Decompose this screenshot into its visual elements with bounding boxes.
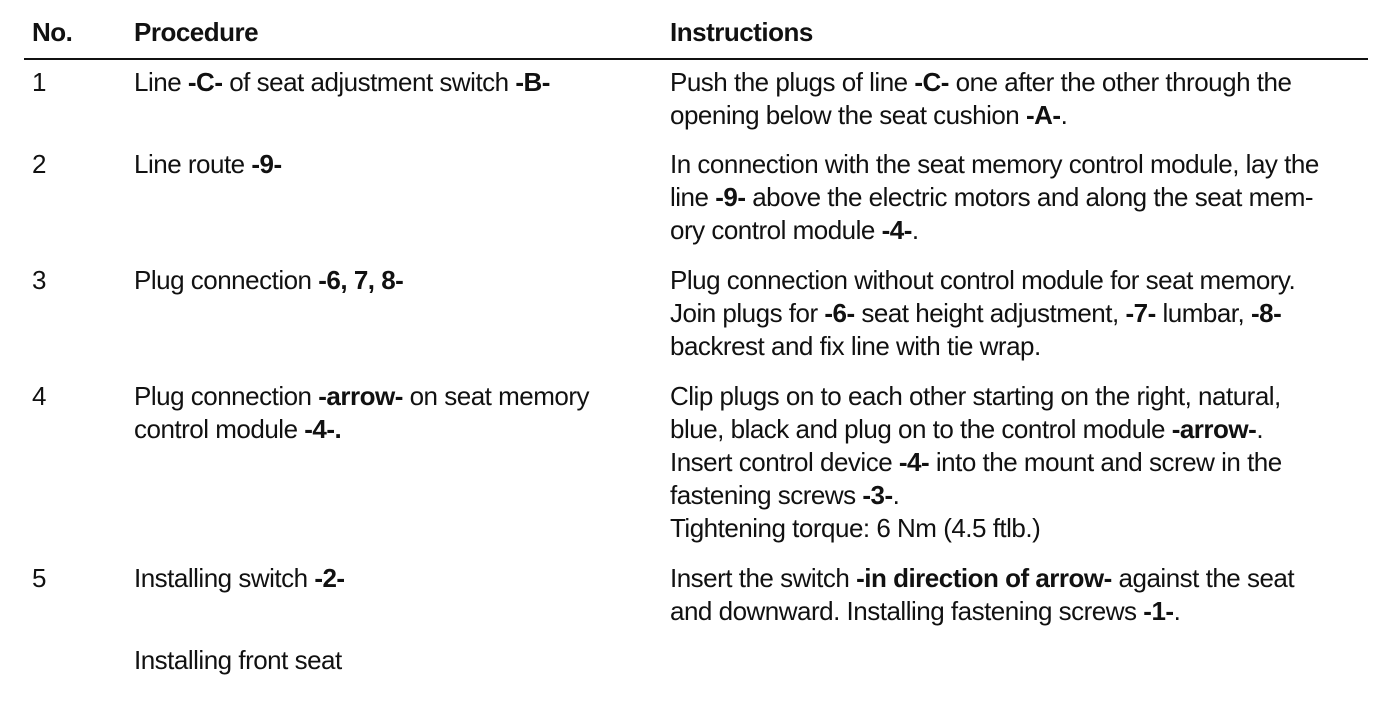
- reference-label: -C-: [914, 67, 949, 97]
- instructions-cell: [670, 562, 1294, 628]
- text-segment: Join plugs for: [670, 298, 825, 328]
- text-segment: seat height adjustment,: [854, 298, 1126, 328]
- text-segment: of seat adjustment switch: [222, 67, 516, 97]
- reference-label: -4-: [881, 215, 912, 245]
- row-number: 3: [32, 265, 46, 295]
- text-segment: Plug connection: [134, 381, 319, 411]
- reference-label: -C-: [187, 67, 223, 97]
- row-number: 1: [32, 67, 46, 97]
- text-segment: backrest and fix line with tie wrap.: [670, 331, 1041, 361]
- procedure-line: [134, 148, 282, 181]
- instructions-line: [670, 479, 1282, 512]
- procedure-cell: [134, 264, 403, 297]
- reference-label: -A-: [1026, 100, 1061, 130]
- procedure-line: [134, 413, 589, 446]
- text-segment: .: [911, 215, 919, 245]
- instructions-line: [670, 181, 1319, 214]
- text-segment: Clip plugs on to each other starting on the right, natural,: [670, 381, 1281, 411]
- reference-label: -6, 7, 8-: [318, 265, 404, 295]
- row-number: 5: [32, 563, 46, 593]
- text-segment: one after the other through the: [948, 67, 1292, 97]
- reference-label: -2-: [314, 563, 345, 593]
- text-segment: Line: [134, 67, 188, 97]
- instructions-line: [670, 148, 1319, 181]
- instructions-line: [670, 330, 1295, 363]
- text-segment: line: [670, 182, 716, 212]
- instructions-cell: [670, 264, 1295, 363]
- reference-label: -B-: [515, 67, 550, 97]
- text-segment: on seat memory: [402, 381, 590, 411]
- text-segment: fastening screws: [670, 480, 863, 510]
- text-segment: Plug connection: [134, 265, 319, 295]
- text-segment: into the mount and screw in the: [929, 447, 1282, 477]
- text-segment: Insert the switch: [670, 563, 857, 593]
- procedure-cell: [134, 380, 589, 446]
- reference-label: -9-: [251, 149, 282, 179]
- header-divider: [24, 58, 1368, 60]
- row-number: 4: [32, 381, 46, 411]
- instructions-line: [670, 512, 1282, 545]
- text-segment: Plug connection without control module for seat memory.: [670, 265, 1296, 295]
- reference-label: -4-: [898, 447, 930, 477]
- reference-label: -in direction of arrow-: [856, 563, 1112, 593]
- text-segment: lumbar,: [1155, 298, 1251, 328]
- instructions-line: [670, 595, 1294, 628]
- reference-label: -8-: [1250, 298, 1282, 328]
- text-segment: .: [1173, 596, 1181, 626]
- text-segment: against the seat: [1111, 563, 1295, 593]
- text-segment: opening below the seat cushion: [670, 100, 1026, 130]
- instructions-cell: [670, 148, 1319, 247]
- text-segment: .: [1060, 100, 1068, 130]
- text-segment: Push the plugs of line: [670, 67, 915, 97]
- instructions-cell: [670, 66, 1291, 132]
- text-segment: Installing front seat: [134, 645, 342, 675]
- reference-label: -3-: [862, 480, 893, 510]
- instructions-line: [670, 264, 1295, 297]
- procedure-line: [134, 562, 345, 595]
- procedure-cell: [134, 644, 342, 677]
- text-segment: Installing switch: [134, 563, 315, 593]
- procedure-cell: [134, 66, 550, 99]
- text-segment: Line route: [134, 149, 252, 179]
- text-segment: control module: [134, 414, 305, 444]
- row-number: 2: [32, 149, 46, 179]
- instructions-line: [670, 214, 1319, 247]
- procedure-line: [134, 380, 589, 413]
- text-segment: .: [1256, 414, 1264, 444]
- instructions-line: [670, 413, 1282, 446]
- reference-label: -4-.: [304, 414, 342, 444]
- procedure-line: [134, 644, 342, 677]
- instructions-line: [670, 380, 1282, 413]
- instructions-line: [670, 66, 1291, 99]
- text-segment: In connection with the seat memory control module, lay the: [670, 149, 1319, 179]
- header-no: No.: [32, 17, 73, 47]
- procedure-line: [134, 66, 550, 99]
- header-procedure: Procedure: [134, 17, 259, 47]
- text-segment: .: [892, 480, 900, 510]
- instructions-line: [670, 99, 1291, 132]
- reference-label: -arrow-: [318, 381, 403, 411]
- procedure-cell: [134, 148, 282, 181]
- text-segment: blue, black and plug on to the control module: [670, 414, 1172, 444]
- text-segment: ory control module: [670, 215, 882, 245]
- instructions-line: [670, 562, 1294, 595]
- text-segment: above the electric motors and along the seat mem-: [745, 182, 1314, 212]
- reference-label: -9-: [715, 182, 746, 212]
- instructions-line: [670, 297, 1295, 330]
- text-segment: Tightening torque: 6 Nm (4.5 ftlb.): [670, 513, 1041, 543]
- header-instructions: Instructions: [670, 17, 813, 47]
- procedure-cell: [134, 562, 345, 595]
- reference-label: -6-: [824, 298, 855, 328]
- instructions-line: [670, 446, 1282, 479]
- reference-label: -1-: [1143, 596, 1174, 626]
- procedure-line: [134, 264, 403, 297]
- reference-label: -7-: [1125, 298, 1156, 328]
- instructions-cell: [670, 380, 1282, 545]
- reference-label: -arrow-: [1171, 414, 1257, 444]
- text-segment: and downward. Installing fastening screws: [670, 596, 1144, 626]
- text-segment: Insert control device: [670, 447, 899, 477]
